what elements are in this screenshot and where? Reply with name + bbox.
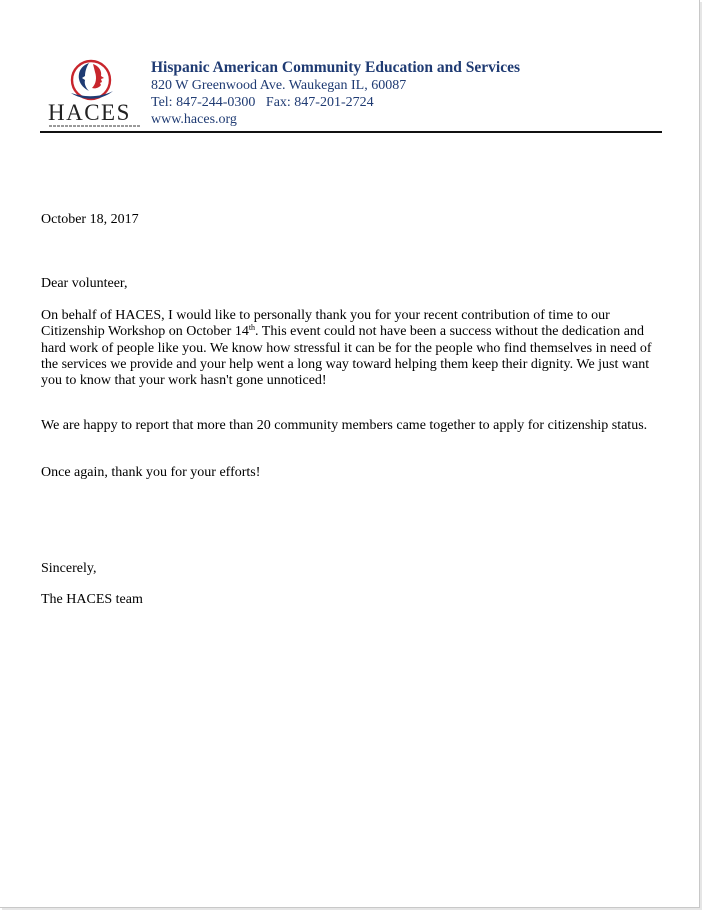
letter-paragraph-1 [41, 308, 661, 389]
ordinal-suffix: th [248, 323, 256, 333]
paragraph-text: Citizenship Workshop on October 14 [41, 324, 249, 340]
org-website: www.haces.org [151, 112, 237, 127]
org-contact [151, 94, 520, 111]
letter-closing: Sincerely, [41, 561, 97, 576]
letter-signature: The HACES team [41, 592, 143, 607]
letter-salutation: Dear volunteer, [41, 276, 128, 291]
logo-tagline [49, 125, 141, 127]
letter-paragraph-2: We are happy to report that more than 20 community members came together to apply for citizenship status. [41, 418, 648, 433]
letter-date: October 18, 2017 [41, 212, 139, 227]
org-fax: Fax: 847-201-2724 [265, 95, 374, 110]
paragraph-line [41, 324, 661, 340]
paragraph-text: . This event could not have been a success without the dedication and [255, 324, 644, 340]
org-address: 820 W Greenwood Ave. Waukegan IL, 60087 [151, 78, 407, 93]
paragraph-line: hard work of people like you. We know how stressful it can be for the people who find themselves in need of [41, 340, 652, 356]
letter-paragraph-3: Once again, thank you for your efforts! [41, 465, 261, 480]
paragraph-line: the services we provide and your help went a long way toward helping them keep their dignity. We just want [41, 356, 650, 372]
logo-wordmark: HACES [48, 100, 131, 125]
header-divider [40, 131, 662, 133]
haces-emblem-icon [45, 58, 145, 104]
haces-logo [45, 58, 145, 128]
paragraph-line: On behalf of HACES, I would like to personally thank you for your recent contribution of time to our [41, 308, 610, 323]
paragraph-line: you to know that your work hasn't gone unnoticed! [41, 373, 327, 389]
letterhead-info [151, 59, 520, 128]
org-phone: Tel: 847-244-0300 [151, 95, 256, 110]
org-name: Hispanic American Community Education and Services [151, 59, 521, 76]
